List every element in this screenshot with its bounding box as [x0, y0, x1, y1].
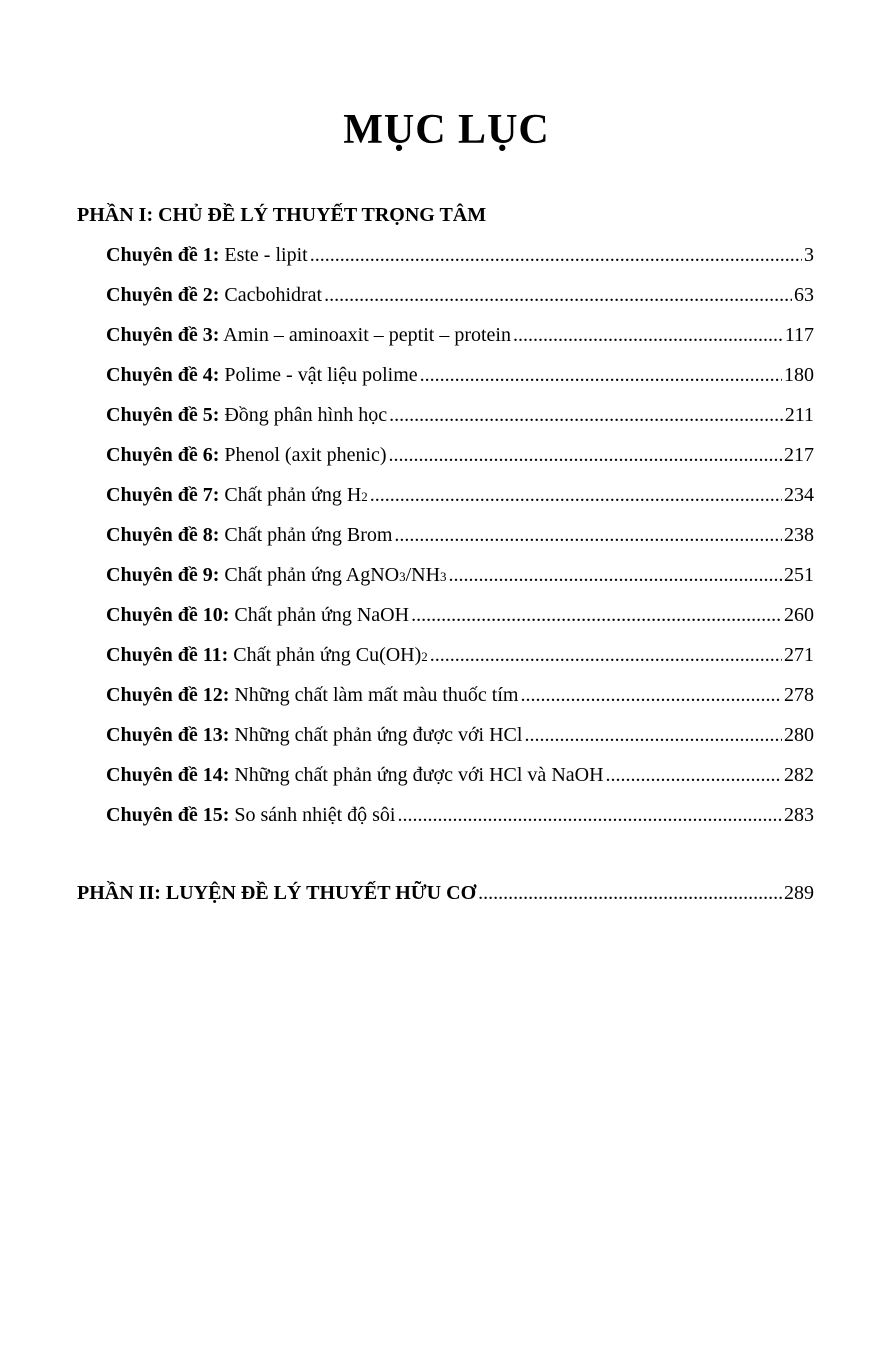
toc-entry-page-number: 280	[784, 724, 814, 746]
toc-entry[interactable]	[106, 760, 814, 800]
toc-entry-title: Chất phản ứng H	[219, 484, 362, 506]
toc-entry[interactable]: Chuyên đề 7: Chất phản ứng H 2 ..... 234	[106, 480, 814, 520]
toc-entry-title: Chất phản ứng AgNO	[219, 564, 400, 586]
dot-leader	[397, 800, 782, 830]
dot-leader	[324, 280, 792, 310]
toc-entry-label: Chuyên đề 8:	[106, 524, 220, 546]
toc-entry-page-number: 278	[784, 684, 814, 706]
toc-entry-title: Cacbohidrat	[219, 284, 323, 306]
dot-leader	[389, 400, 783, 430]
dot-leader	[389, 440, 782, 470]
toc-entry-label: Chuyên đề 3:	[106, 324, 220, 346]
toc-entry-page-number: 283	[784, 804, 814, 826]
toc-entry-label: Chuyên đề 5:	[106, 404, 220, 426]
toc-entry-title: So sánh nhiệt độ sôi	[229, 804, 396, 826]
toc-entry[interactable]	[106, 600, 814, 640]
toc-entry-label: Chuyên đề 6:	[106, 444, 220, 466]
toc-entry-page-number: 211	[784, 404, 814, 426]
toc-entry-title: Chất phản ứng NaOH	[229, 604, 410, 626]
toc-entry[interactable]	[106, 240, 814, 280]
toc-entry-title: Những chất phản ứng được với HCl	[229, 724, 523, 746]
toc-entry[interactable]: Chuyên đề 9: Chất phản ứng AgNO 3 /NH 3 ..... 251	[106, 560, 814, 600]
toc-entry-label: Chuyên đề 1:	[106, 244, 220, 266]
toc-entry-title-continued: /NH	[405, 564, 441, 586]
toc-entry-page-number: 271	[784, 644, 814, 666]
toc-entry-page-number: 217	[784, 444, 814, 466]
dot-leader	[420, 360, 782, 390]
toc-entry-title: Chất phản ứng Brom	[219, 524, 393, 546]
toc-entry-page-number: 117	[784, 324, 814, 346]
toc-entry[interactable]	[106, 680, 814, 720]
toc-entry-title: Polime - vật liệu polime	[219, 364, 418, 386]
page-title: MỤC LỤC	[343, 107, 550, 153]
toc-entry[interactable]	[106, 400, 814, 440]
toc-entry-page-number: 260	[784, 604, 814, 626]
toc-entry-label: Chuyên đề 11:	[106, 644, 229, 666]
dot-leader	[310, 240, 802, 270]
toc-entry[interactable]	[106, 520, 814, 560]
dot-leader	[370, 480, 782, 510]
toc-entry[interactable]	[106, 360, 814, 400]
toc-entry-title: Đồng phân hình học	[219, 404, 388, 426]
dot-leader	[524, 720, 782, 750]
toc-list	[106, 240, 814, 840]
toc-entry-page-number: 234	[784, 484, 814, 506]
toc-entry-title: Este - lipit	[219, 244, 308, 266]
part2-page-number: 289	[784, 882, 814, 904]
part2-heading: PHẦN II: LUYỆN ĐỀ LÝ THUYẾT HỮU CƠ	[77, 882, 477, 904]
toc-entry-label: Chuyên đề 4:	[106, 364, 220, 386]
dot-leader	[430, 640, 782, 670]
toc-entry-title: Những chất phản ứng được với HCl và NaOH	[229, 764, 604, 786]
dot-leader	[449, 560, 782, 590]
dot-leader	[606, 760, 782, 790]
toc-entry-label: Chuyên đề 9:	[106, 564, 220, 586]
toc-entry-label: Chuyên đề 15:	[106, 804, 230, 826]
toc-entry-page-number: 251	[784, 564, 814, 586]
toc-entry[interactable]	[106, 800, 814, 840]
toc-entry-page-number: 3	[804, 244, 814, 266]
dot-leader	[520, 680, 782, 710]
part1-heading: PHẦN I: CHỦ ĐỀ LÝ THUYẾT TRỌNG TÂM	[77, 204, 487, 226]
toc-entry-title: Chất phản ứng Cu(OH)	[228, 644, 422, 666]
toc-entry-page-number: 238	[784, 524, 814, 546]
toc-entry-page-number: 282	[784, 764, 814, 786]
toc-entry-title: Những chất làm mất màu thuốc tím	[229, 684, 519, 706]
toc-entry[interactable]: Chuyên đề 11: Chất phản ứng Cu(OH) 2 ..... 271	[106, 640, 814, 680]
toc-entry-title: Amin – aminoaxit – peptit – protein	[219, 324, 511, 346]
toc-entry-label: Chuyên đề 14:	[106, 764, 230, 786]
toc-entry-title: Phenol (axit phenic)	[219, 444, 387, 466]
toc-entry[interactable]	[106, 320, 814, 360]
toc-entry-page-number: 180	[784, 364, 814, 386]
toc-entry-page-number: 63	[794, 284, 814, 306]
part2-entry[interactable]	[77, 878, 814, 908]
toc-entry-label: Chuyên đề 13:	[106, 724, 230, 746]
toc-entry-label: Chuyên đề 10:	[106, 604, 230, 626]
toc-entry[interactable]	[106, 440, 814, 480]
dot-leader	[394, 520, 782, 550]
dot-leader	[411, 600, 782, 630]
dot-leader	[478, 878, 782, 908]
toc-entry[interactable]	[106, 280, 814, 320]
toc-entry-label: Chuyên đề 2:	[106, 284, 220, 306]
dot-leader	[513, 320, 783, 350]
toc-entry-label: Chuyên đề 12:	[106, 684, 230, 706]
toc-entry[interactable]	[106, 720, 814, 760]
toc-entry-label: Chuyên đề 7:	[106, 484, 220, 506]
